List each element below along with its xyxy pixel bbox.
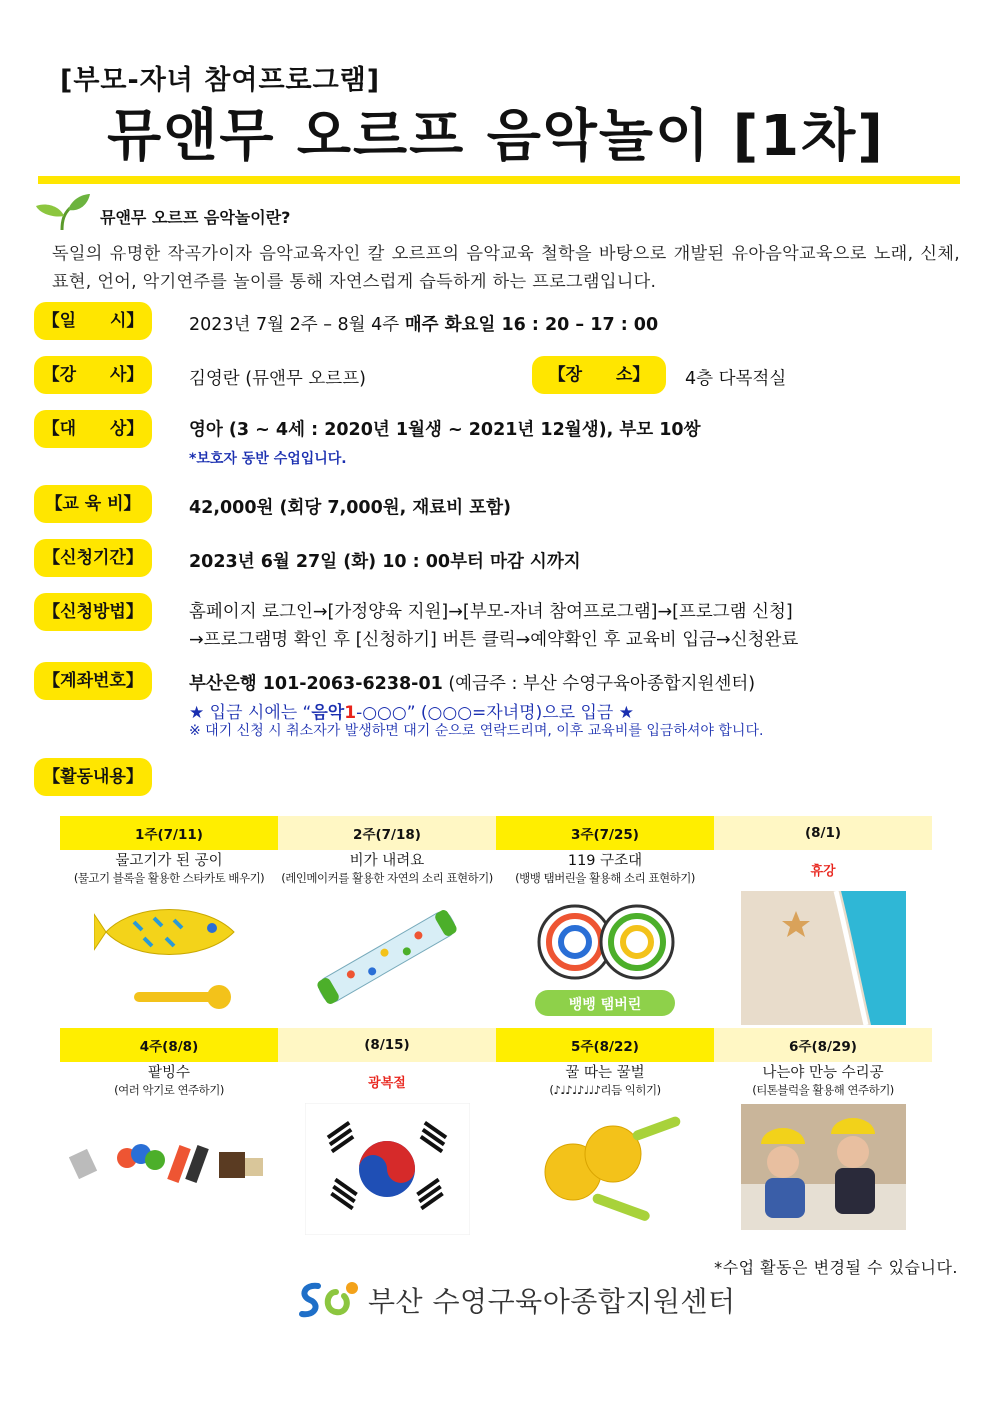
activity-title: 나는야 만능 수리공 xyxy=(762,1065,884,1081)
children-photo-icon xyxy=(741,1104,906,1230)
instruments-icon xyxy=(69,1122,269,1212)
korean-flag-icon xyxy=(305,1103,470,1235)
activity-week3 xyxy=(496,850,714,1028)
activity-row xyxy=(60,1062,932,1240)
schedule-label: 【일 시】 xyxy=(34,302,152,340)
target-label: 【대 상】 xyxy=(34,410,152,448)
activity-desc: (여러 악기로 연주하기) xyxy=(114,1083,224,1097)
method-label: 【신청방법】 xyxy=(34,593,152,631)
title-underline xyxy=(38,176,960,184)
wait-note: ※ 대기 신청 시 취소자가 발생하면 대기 순으로 연락드리며, 이후 교육비를 입금하셔야 합니다. xyxy=(189,723,764,739)
activity-title: 팥빙수 xyxy=(147,1065,191,1081)
activity-week1 xyxy=(60,850,278,1028)
week3-header: 3주(7/25) xyxy=(496,816,714,850)
account-label: 【계좌번호】 xyxy=(34,662,152,700)
week2-header: 2주(7/18) xyxy=(278,816,496,850)
break-0801 xyxy=(714,850,932,1028)
activity-row xyxy=(60,850,932,1028)
change-notice: *수업 활동은 변경될 수 있습니다. xyxy=(714,1258,958,1277)
activity-title: 꿀 따는 꿀벌 xyxy=(565,1065,645,1081)
program-subtitle: [부모-자녀 참여프로그램] xyxy=(60,65,381,96)
week1-header: 1주(7/11) xyxy=(60,816,278,850)
sprout-icon xyxy=(34,192,92,232)
activity-desc: (뱅뱅 탬버린을 활용해 소리 표현하기) xyxy=(515,871,695,885)
activity-week4 xyxy=(60,1062,278,1240)
activity-table xyxy=(60,816,932,1240)
tambourine-caption: 뱅뱅 탬버린 xyxy=(568,997,642,1013)
method-line1: 홈페이지 로그인→[가정양육 지원]→[부모-자녀 참여프로그램]→[프로그램 신청] xyxy=(189,602,793,622)
target-value: 영아 (3 ~ 4세 : 2020년 1월생 ~ 2021년 12월생), 부모 10쌍 xyxy=(189,420,701,440)
activity-title: 119 구조대 xyxy=(567,853,643,869)
holiday-label: 휴강 xyxy=(810,864,836,879)
activity-week6 xyxy=(714,1062,932,1240)
activity-desc: (티톤블럭을 활용해 연주하기) xyxy=(752,1083,894,1097)
activity-title: 물고기가 된 공이 xyxy=(115,853,223,869)
holiday-0815-header: (8/15) xyxy=(278,1028,496,1062)
method-line2: →프로그램명 확인 후 [신청하기] 버튼 클릭→예약확인 후 교육비 입금→신청완료 xyxy=(189,630,799,650)
beach-icon xyxy=(741,891,906,1025)
schedule-value xyxy=(189,311,658,336)
page-title: 뮤앤무 오르프 음악놀이 [1차] xyxy=(107,104,885,169)
tambourine-icon xyxy=(525,892,685,1022)
activity-header-row xyxy=(60,1028,932,1062)
organization-name: 부산 수영구육아종합지원센터 xyxy=(368,1285,736,1318)
activities-label: 【활동내용】 xyxy=(34,758,152,796)
teacher-label: 【강 사】 xyxy=(34,356,152,394)
week6-header: 6주(8/29) xyxy=(714,1028,932,1062)
holiday-label: 광복절 xyxy=(368,1076,406,1091)
place-value: 4층 다목적실 xyxy=(685,369,787,389)
place-label: 【장 소】 xyxy=(532,356,666,394)
period-value: 2023년 6월 27일 (화) 10 : 00부터 마감 시까지 xyxy=(189,552,581,572)
week5-header: 5주(8/22) xyxy=(496,1028,714,1062)
holiday-0815 xyxy=(278,1062,496,1240)
teacher-value: 김영란 (뮤앤무 오르프) xyxy=(189,369,366,389)
deposit-pre: ★ 입금 시에는 “ xyxy=(189,703,312,723)
break-0801-header: (8/1) xyxy=(714,816,932,850)
activity-header-row xyxy=(60,816,932,850)
activity-desc: (♪♩♪♩♪♩♩♪리듬 익히기) xyxy=(549,1083,661,1097)
deposit-keyword: 음악 xyxy=(311,703,345,723)
fee-value: 42,000원 (회당 7,000원, 재료비 포함) xyxy=(189,498,512,518)
deposit-number: 1 xyxy=(344,703,357,723)
fee-label: 【교 육 비】 xyxy=(34,485,152,523)
schedule-time: 매주 화요일 16 : 20 – 17 : 00 xyxy=(404,315,659,335)
intro-text: 독일의 유명한 작곡가이자 음악교육자인 칼 오르프의 음악교육 철학을 바탕으로 개발된 유아음악교육으로 노래, 신체, 표현, 언어, 악기연주를 놀이를 통해 자연스럽게 습득하게 하는 프로그램입니다. xyxy=(52,244,960,292)
activity-desc: (레인메이커를 활용한 자연의 소리 표현하기) xyxy=(281,871,493,885)
activity-week5 xyxy=(496,1062,714,1240)
week4-header: 4주(8/8) xyxy=(60,1028,278,1062)
activity-desc: (물고기 블록을 활용한 스타카토 배우기) xyxy=(73,871,265,885)
center-logo-icon xyxy=(296,1278,364,1322)
deposit-post: -○○○” (○○○=자녀명)으로 입금 ★ xyxy=(356,703,634,723)
schedule-dates: 2023년 7월 2주 – 8월 4주 xyxy=(189,315,405,335)
account-value xyxy=(189,670,755,695)
activity-title: 비가 내려요 xyxy=(349,853,425,869)
target-note: *보호자 동반 수업입니다. xyxy=(189,451,347,467)
maracas-icon xyxy=(523,1112,688,1222)
period-label: 【신청기간】 xyxy=(34,539,152,577)
account-bank: 부산은행 101-2063-6238-01 xyxy=(189,674,443,694)
activity-week2 xyxy=(278,850,496,1028)
account-holder: (예금주 : 부산 수영구육아종합지원센터) xyxy=(442,674,756,694)
fish-block-icon xyxy=(94,892,244,1022)
rainmaker-icon xyxy=(307,892,467,1022)
intro-question: 뮤앤무 오르프 음악놀이란? xyxy=(100,208,291,227)
